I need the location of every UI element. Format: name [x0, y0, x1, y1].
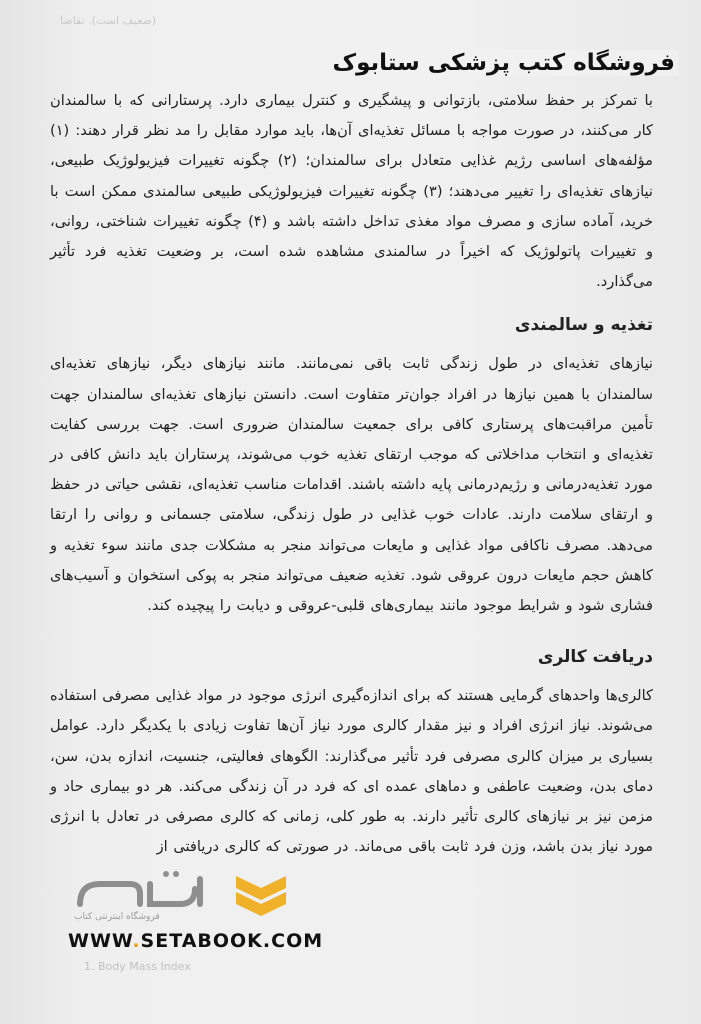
page-content [50, 86, 653, 862]
intro-paragraph: با تمرکز بر حفظ سلامتی، بازتوانی و پیشگیری و کنترل بیماری دارد. پرستارانی که با سالمندان کار می‌کنند، در صورت مواجه با مسائل تغذیه‌ای آن‌ها، باید موارد مقابل را مد نظر قرار دهند: (۱) مؤلفه‌های اساسی رژیم غذایی متعادل برای سالمندان؛ (۲) چگونه تغییرات فیزیولوژیک طبیعی، نیازهای تغذیه‌ای را تغییر می‌دهند؛ (۳) چگونه تغییرات فیزیولوژیکی طبیعی سالمندی ممکن است با خرید، آماده سازی و مصرف مواد مغذی تداخل داشته باشد و (۴) چگونه تغییرات شناختی، روانی، و تغییرات پاتولوژیک که اخیراً در سالمندی مشاهده شده است، بر وضعیت تغذیه فرد تأثیر می‌گذارد. [50, 92, 653, 291]
section-heading-calories: دریافت کالری [537, 647, 653, 668]
logo-subtitle: فروشگاه اینترنتی کتاب [74, 912, 160, 922]
nutrition-paragraph: نیازهای تغذیه‌ای در طول زندگی ثابت باقی نمی‌مانند. مانند نیازهای دیگر، نیازهای تغذیه‌ای سالمندان با همین نیازها در افراد جوان‌تر متفاوت است. دانستن نیازهای تغذیه‌ای سالمندان جهت تأمین مراقبت‌های پرستاری کافی برای جمعیت سالمندان ضروری است. جهت بررسی کفایت تغذیه‌ای و انتخاب مداخلاتی که موجب ارتقای تغذیه خوب می‌شوند، پرستاران باید دانش کافی در مورد تغذیه‌درمانی و رژیم‌درمانی پایه داشته باشند. اقدامات مناسب تغذیه‌ای، نقشی حیاتی در حفظ و ارتقای سلامت دارند. عادات خوب غذایی در طول زندگی، سلامتی جسمانی و روانی را ارتقا می‌دهد. مصرف ناکافی مواد غذایی و مایعات می‌تواند منجر به مشکلات جدی مانند سوء تغذیه و کاهش حجم مایعات درون عروقی شود. تغذیه ضعیف می‌تواند منجر به پوکی استخوان و آسیب‌های فشاری شود و شرایط موجود مانند بیماری‌های قلبی-عروقی و دیابت را پیچیده کند. [50, 355, 653, 615]
section-heading-nutrition: تغذیه و سالمندی [514, 315, 653, 336]
site-url [68, 930, 323, 952]
site-url-dot: . [132, 930, 141, 952]
site-url-name: SETABOOK.COM [140, 930, 324, 952]
calories-paragraph: کالری‌ها واحدهای گرمایی هستند که برای اندازه‌گیری انرژی موجود در مواد غذایی مصرفی استفاده می‌شوند. نیاز انرژی افراد و نیز مقدار کالری مورد نیاز آن‌ها تفاوت زیادی با یکدیگر دارد. عوامل بسیاری بر میزان کالری مصرفی فرد تأثیر می‌گذارند: الگوهای فعالیتی، جنسیت، اندازه بدن، سن، دمای بدن، وضعیت عاطفی و دماهای عمده ای که فرد در آن زندگی می‌کند. هر دو بیماری حاد و مزمن نیز بر نیازهای کالری تأثیر دارند. به طور کلی، زمانی که کالری مصرفی در تعادل با انرژی مورد نیاز بدن باشد، وزن فرد ثابت باقی می‌ماند. در صورتی که کالری دریافتی از [50, 687, 653, 856]
bleed-through-text: (ضعیف است). تقاضا [60, 14, 157, 27]
site-url-prefix: WWW [68, 930, 133, 952]
logo-book-icon [230, 866, 292, 926]
watermark-title: فروشگاه کتب پزشکی ستابوک [329, 50, 679, 76]
bleed-through-footnote: 1. Body Mass Index [84, 960, 191, 973]
